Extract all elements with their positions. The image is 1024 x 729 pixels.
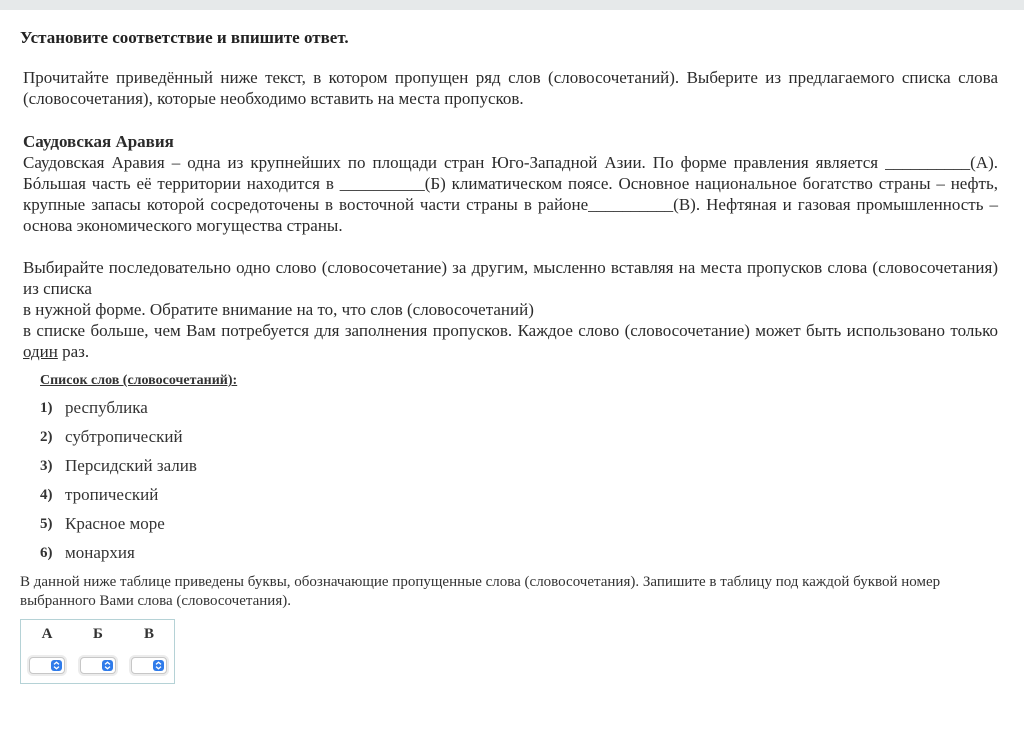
column-letter: Б [93,626,103,642]
list-item-number: 6) [40,545,53,561]
list-item-label: Красное море [65,514,165,533]
up-down-chevron-icon [51,660,62,671]
answer-column-a [21,620,73,683]
instructions-line-1: Выбирайте последовательно одно слово (словосочетание) за другим, мысленно вставляя на места пропусков слова (словосочетания) из списка [23,258,998,298]
up-down-chevron-icon [153,660,164,671]
list-item-label: тропический [65,485,159,504]
instructions-line-3-start: в списке больше, чем Вам потребуется для заполнения пропусков. Каждое слово (словосочетание) может быть использовано только [23,321,998,340]
list-item-number: 5) [40,516,53,532]
answer-select-b[interactable] [80,657,116,674]
list-item-number: 2) [40,429,53,445]
task-heading: Установите соответствие и впишите ответ. [20,28,349,47]
list-item-number: 3) [40,458,53,474]
answer-select-v[interactable] [131,657,167,674]
table-instructions: В данной ниже таблице приведены буквы, обозначающие пропущенные слова (словосочетания). Запишите в таблицу под каждой буквой номер выбранного Вами слова (словосочетания). [20,574,941,609]
up-down-chevron-icon [102,660,113,671]
instructions-line-3 [23,320,998,362]
instructions-line-3-end: раз. [57,342,90,361]
instructions [23,257,998,362]
list-item-label: монархия [65,543,135,562]
list-item-number: 1) [40,400,53,416]
article-text: Саудовская Аравия – одна из крупнейших по площади стран Юго-Западной Азии. По форме правления является __________(А). Бóльшая часть её территории находится в __________(Б) климатическом поясе. Основное национальное богатство страны – нефть, крупные запасы которой сосредоточены в восточной части страны в районе__________(В). Нефтяная и газовая промышленность – основа экономического могущества страны. [23,153,998,235]
instructions-line-2: в нужной форме. Обратите внимание на то, что слов (словосочетаний) [23,300,534,319]
list-item-label: республика [65,398,148,417]
answer-column-v [123,620,175,683]
word-list-title: Список слов (словосочетаний): [40,373,238,388]
answer-column-b [72,620,124,683]
top-bar [0,0,1024,10]
article-title: Саудовская Аравия [23,132,174,151]
list-item-number: 4) [40,487,53,503]
list-item-label: Персидский залив [65,456,197,475]
list-item-label: субтропический [65,427,183,446]
answer-select-a[interactable] [29,657,65,674]
column-letter: В [143,626,154,642]
answer-table [20,619,175,684]
column-letter: А [41,626,53,642]
instructions-emphasis: один [23,342,58,361]
intro-text: Прочитайте приведённый ниже текст, в котором пропущен ряд слов (словосочетаний). Выберите из предлагаемого списка слова (словосочетания), которые необходимо вставить на места пропусков. [23,68,998,108]
